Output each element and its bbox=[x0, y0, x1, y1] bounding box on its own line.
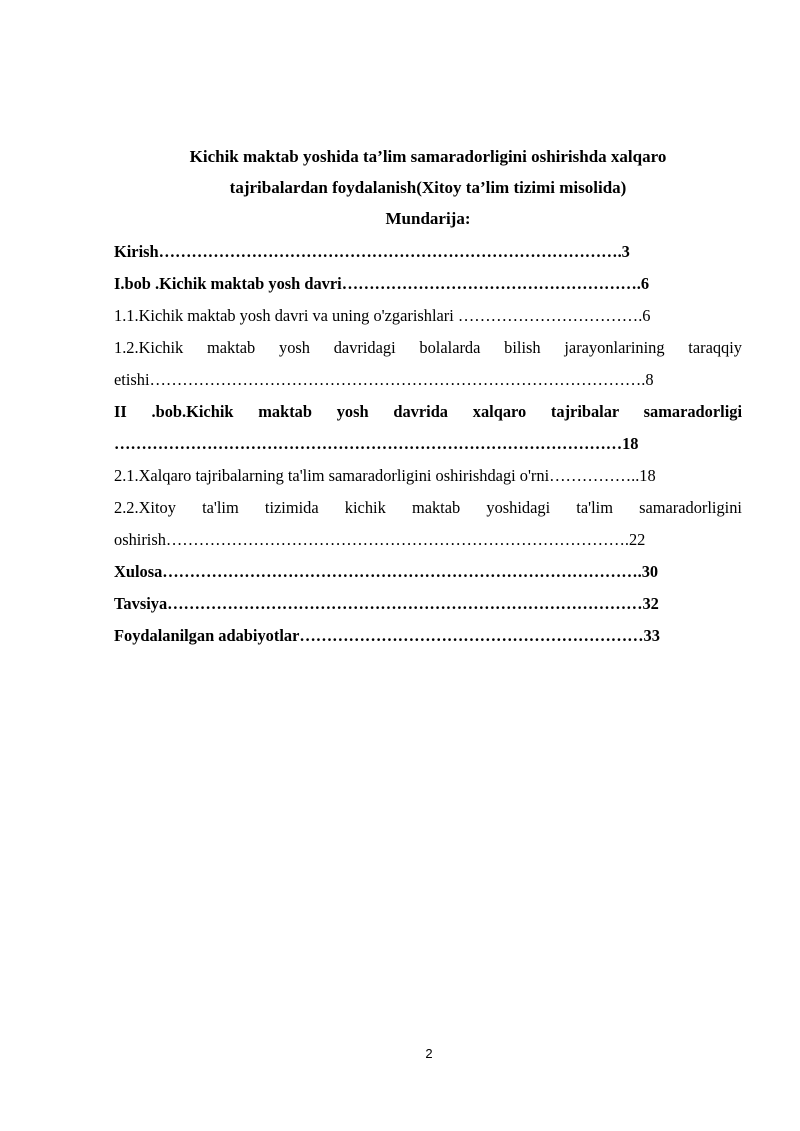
toc-entry-1-1: 1.1.Kichik maktab yosh davri va uning o'zgarishlari …………………………….6 bbox=[114, 306, 651, 325]
toc-entry-2-1: 2.1.Xalqaro tajribalarning ta'lim samaradorligini oshirishdagi o'rni……………..18 bbox=[114, 466, 656, 485]
toc-entry-2-2-line-1: 2.2.Xitoy ta'lim tizimida kichik maktab yoshidagi ta'lim samaradorligini bbox=[114, 498, 742, 517]
page-number: 2 bbox=[425, 1046, 433, 1061]
document-title-line-1: Kichik maktab yoshida ta’lim samaradorligini oshirishda xalqaro bbox=[189, 147, 667, 166]
toc-entry-bob-1: I.bob .Kichik maktab yosh davri……………………………………………….6 bbox=[114, 274, 650, 293]
toc-entry-kirish: Kirish………………………………………………………………………….3 bbox=[114, 242, 630, 261]
toc-entry-bob-2 bbox=[114, 396, 742, 460]
toc-entry-2-2-line-2: oshirish………………………………………………………………………….22 bbox=[114, 530, 646, 549]
toc-entry-1-2-line-2: etishi……………………………………………………………………………….8 bbox=[114, 370, 654, 389]
document-title-line-2: tajribalardan foydalanish(Xitoy ta’lim tizimi misolida) bbox=[229, 178, 627, 197]
toc-entry-1-2 bbox=[114, 332, 742, 396]
toc-entry-adabiyotlar: Foydalanilgan adabiyotlar………………………………………………………33 bbox=[114, 626, 660, 645]
toc-entry-tavsiya: Tavsiya……………………………………………………………………………32 bbox=[114, 594, 659, 613]
title-block bbox=[114, 141, 742, 234]
toc-entry-2-2 bbox=[114, 492, 742, 556]
table-of-contents bbox=[114, 236, 742, 652]
toc-entry-xulosa: Xulosa…………………………………………………………………………….30 bbox=[114, 562, 659, 581]
contents-heading: Mundarija: bbox=[385, 209, 471, 228]
toc-entry-bob-2-line-1: II .bob.Kichik maktab yosh davrida xalqaro tajribalar samaradorligi bbox=[114, 402, 742, 421]
toc-entry-1-2-line-1: 1.2.Kichik maktab yosh davridagi bolalarda bilish jarayonlarining taraqqiy bbox=[114, 338, 742, 357]
toc-entry-bob-2-line-2: …………………………………………………………………………………18 bbox=[114, 434, 639, 453]
